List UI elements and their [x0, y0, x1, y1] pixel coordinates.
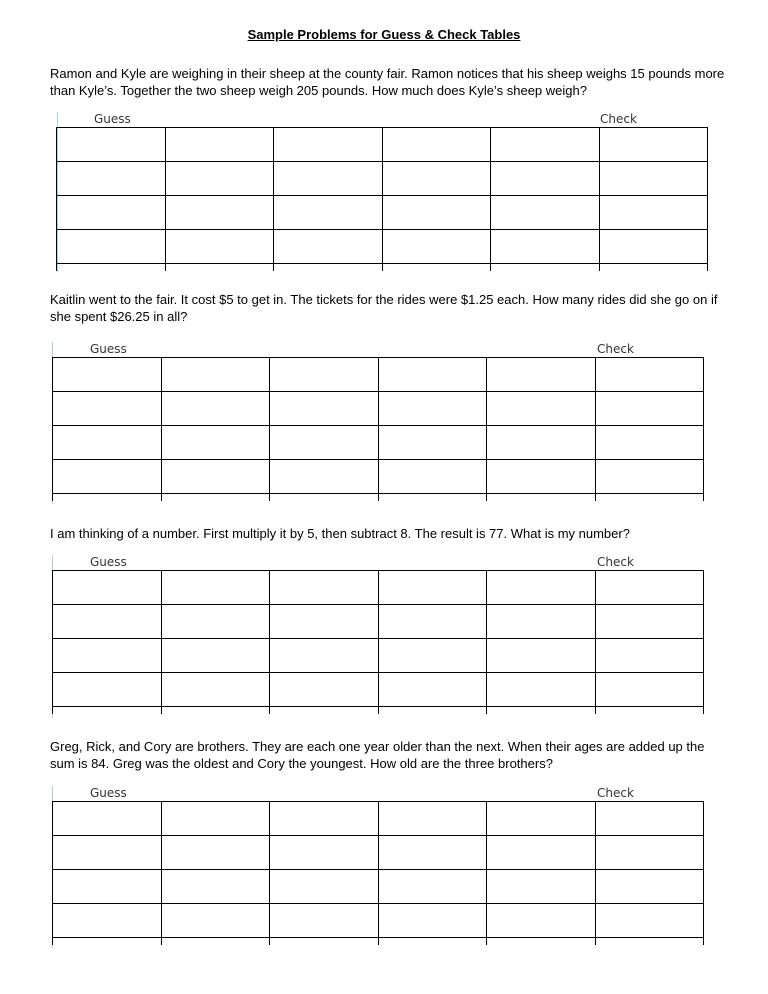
- problem-4-text: Greg, Rick, and Cory are brothers. They are each one year older than the next. When their ages are added up the sum is 84. Greg was the oldest and Cory the youngest. How old are the three brothers?: [50, 739, 705, 771]
- guess-label: Guess: [90, 342, 127, 356]
- check-label: Check: [597, 786, 634, 800]
- check-label: Check: [597, 342, 634, 356]
- problem-1-text: Ramon and Kyle are weighing in their sheep at the county fair. Ramon notices that his sheep weighs 15 pounds more than Kyle’s. Together the two sheep weigh 205 pounds. How much does Kyle’s sheep weigh?: [50, 66, 725, 98]
- problem-2-text: Kaitlin went to the fair. It cost $5 to get in. The tickets for the rides were $1.25 each. How many rides did she go on if she spent $26.25 in all?: [50, 292, 718, 324]
- guess-label: Guess: [90, 786, 127, 800]
- guess-label: Guess: [94, 112, 131, 126]
- page-title: Sample Problems for Guess & Check Tables: [247, 27, 521, 42]
- check-label: Check: [600, 112, 637, 126]
- check-label: Check: [597, 555, 634, 569]
- problem-3-text: I am thinking of a number. First multiply it by 5, then subtract 8. The result is 77. What is my number?: [50, 526, 630, 541]
- guess-label: Guess: [90, 555, 127, 569]
